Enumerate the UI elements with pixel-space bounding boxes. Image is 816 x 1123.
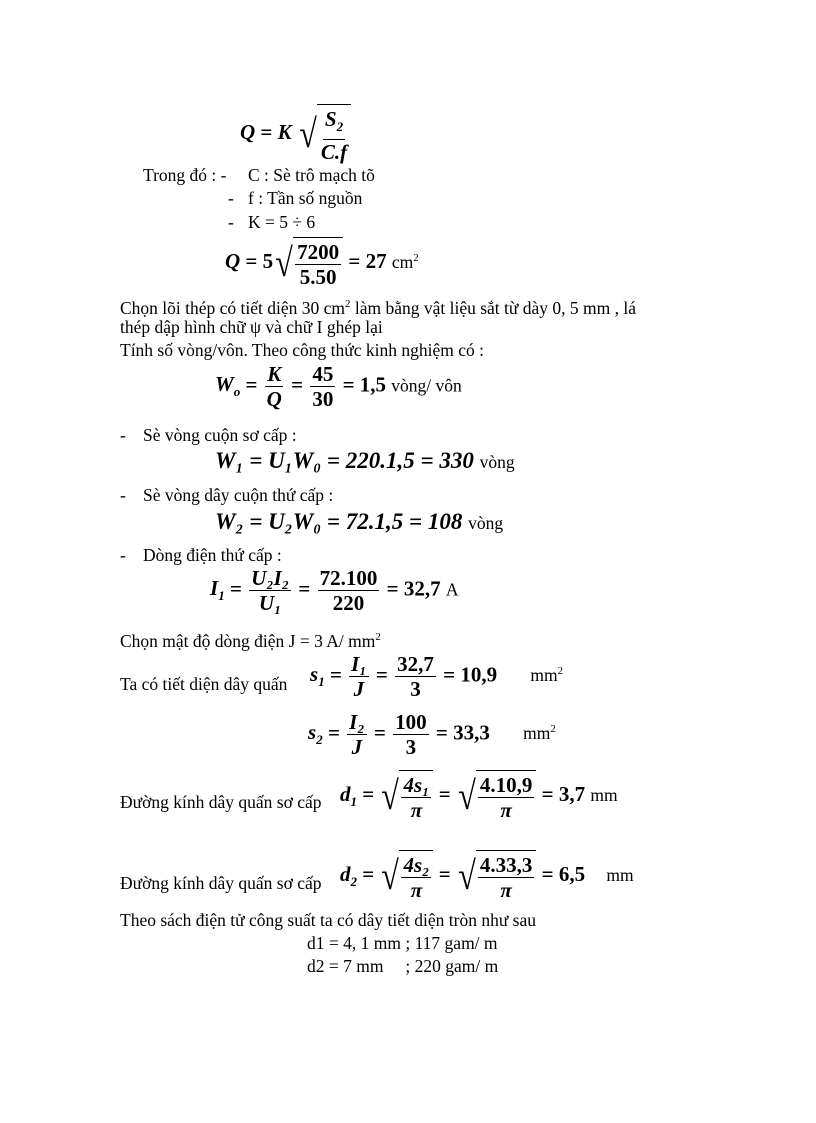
secondary-label: Sè vòng dây cuộn thứ cấp : [143,485,334,505]
where-item-c: C : Sè trô mạch tõ [248,165,375,185]
core-line-1: Chọn lõi thép có tiết diện 30 $cm^2$ làm bằng vật liệu sắt từ dày 0, 5 mm , lá [120,297,636,318]
where-item-f: f : Tần số nguồn [248,188,363,208]
formula-section-2: $s_2$ = $\frac{\text{I₂}}{J}$ = $\frac{100}{3}$ = 33,3 $mm^2$ [308,710,556,759]
where-intro: Trong đó : - [143,165,227,185]
conclusion-line-3: d2 = 7 mm ; 220 gam/ m [307,956,499,976]
current-label: Dòng điện thứ cấp : [143,545,282,565]
primary-equation: W₁ = U₁W₀ = 220.1,5 = 330 vòng [215,448,515,473]
core-line-3: Tính số vòng/vôn. Theo công thức kinh nghiệm có : [120,340,484,360]
section-label: Ta có tiết diện dây quấn [120,674,288,694]
core-line-2: thép dập hình chữ ψ và chữ I ghép lại [120,317,383,337]
where-item-k: K = 5 ÷ 6 [248,212,316,232]
secondary-dash: - [120,485,126,505]
formula-diameter-1: $d_1$ = √ $\frac{\text{4s₁}}{\pi}$ = √ $\frac{4.10,9}{\pi}$ = 3,7 mm [340,770,618,822]
formula-w0: $W_o$ = $\frac{K}{Q}$ = $\frac{45}{30}$ = 1,5 vòng/ vôn [215,362,462,411]
formula-section-1: $s_1$ = $\frac{\text{I₁}}{J}$ = $\frac{32,7}{3}$ = 10,9 $mm^2$ [310,652,564,701]
current-dash: - [120,545,126,565]
diameter-1-label: Đường kính dây quấn sơ cấp [120,792,322,812]
secondary-equation: W₂ = U₂W₀ = 72.1,5 = 108 vòng [215,509,504,534]
density-line: Chọn mật độ dòng điện J = 3 A/ $mm^2$ [120,630,381,651]
formula-diameter-2: $d_2$ = √ $\frac{\text{4s₂}}{\pi}$ = √ $\frac{4.33,3}{\pi}$ = 6,5 mm [340,850,634,902]
where-dash-3: - [228,212,234,232]
formula-current: $I_1$ = $\frac{\text{U₂I₂}}{\text{U₁}}$ = $\frac{72.100}{220}$ = 32,7 A [210,566,459,615]
formula-q-calc: Q = 5 √ $\frac{7200}{5.50}$ = 27 $cm^2$ [225,237,419,289]
formula-q: Q = K √ $\frac{S_2}{C.f}$ [240,104,351,164]
primary-label: Sè vòng cuộn sơ cấp : [143,425,297,445]
primary-dash: - [120,425,126,445]
conclusion-line-2: d1 = 4, 1 mm ; 117 gam/ m [307,933,498,953]
where-dash-2: - [228,188,234,208]
diameter-2-label: Đường kính dây quấn sơ cấp [120,873,322,893]
conclusion-line-1: Theo sách điện tử công suất ta có dây tiết diện tròn như sau [120,910,537,930]
